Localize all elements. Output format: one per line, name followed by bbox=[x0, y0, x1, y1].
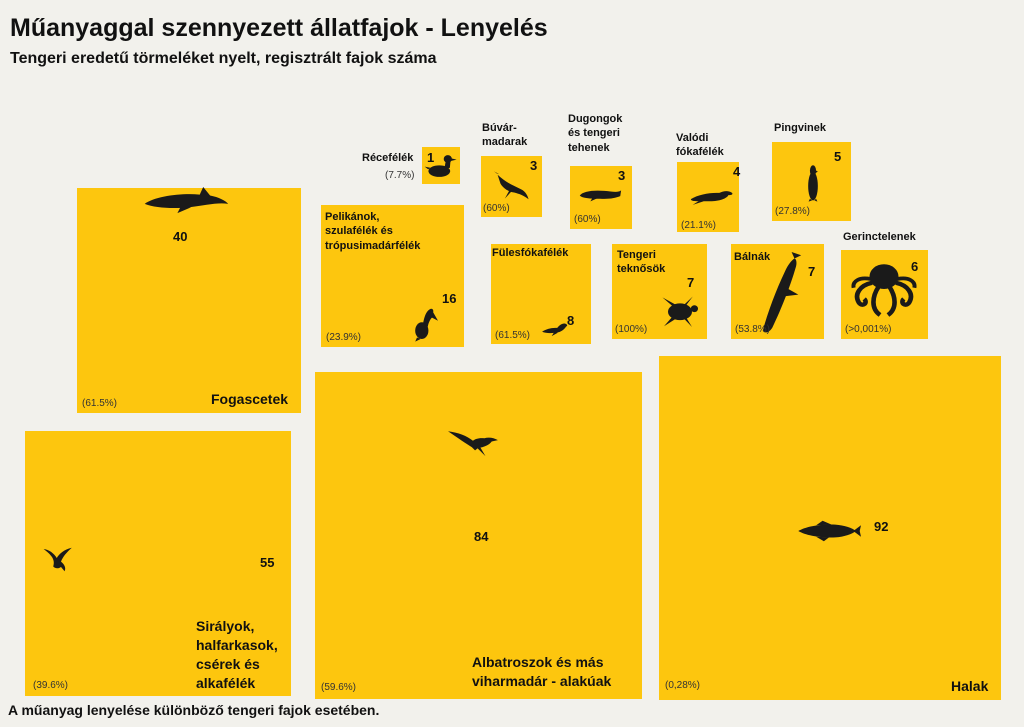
category-value: 40 bbox=[173, 229, 188, 244]
category-percent: (0,28%) bbox=[665, 680, 701, 691]
category-label: Búvár- madarak bbox=[482, 122, 528, 149]
category-value: 1 bbox=[427, 150, 435, 165]
whale-icon bbox=[758, 252, 806, 334]
albatross-icon bbox=[448, 428, 500, 460]
category-value: 7 bbox=[687, 275, 695, 290]
category-label: Halak bbox=[951, 678, 989, 694]
fish-icon bbox=[797, 515, 861, 547]
category-percent: (21.1%) bbox=[681, 220, 717, 231]
category-value: 3 bbox=[618, 168, 626, 183]
octopus-icon bbox=[851, 258, 917, 320]
category-percent: (27.8%) bbox=[775, 206, 811, 217]
category-percent: (60%) bbox=[483, 203, 510, 214]
category-label: Pingvinek bbox=[774, 122, 826, 134]
category-percent: (60%) bbox=[574, 214, 601, 225]
category-percent: (100%) bbox=[615, 324, 648, 335]
category-label: Récefélék bbox=[362, 152, 414, 164]
category-value: 55 bbox=[260, 555, 275, 570]
category-value: 92 bbox=[874, 519, 889, 534]
category-value: 16 bbox=[442, 291, 457, 306]
category-percent: (61.5%) bbox=[495, 330, 531, 341]
category-percent: (39.6%) bbox=[33, 680, 69, 691]
category-value: 5 bbox=[834, 149, 842, 164]
category-label: Dugongok és tengeri tehenek bbox=[568, 113, 623, 154]
category-label: Bálnák bbox=[734, 251, 771, 263]
penguin-icon bbox=[802, 162, 824, 202]
category-value: 7 bbox=[808, 264, 816, 279]
chart-subtitle: Tengeri eredetű törmeléket nyelt, regisztrált fajok száma bbox=[10, 50, 437, 67]
turtle-icon bbox=[660, 292, 700, 330]
category-percent: (61.5%) bbox=[82, 398, 118, 409]
sea-lion-icon bbox=[541, 314, 569, 338]
category-label: Pelikánok, szulafélék és trópusimadárfélék bbox=[325, 211, 421, 252]
category-value: 4 bbox=[733, 164, 741, 179]
category-label: Valódi fókafélék bbox=[676, 132, 724, 159]
category-value: 84 bbox=[474, 529, 489, 544]
gull-icon bbox=[43, 543, 73, 573]
category-label: Sirályok, halfarkasok, csérek és alkafélék bbox=[196, 618, 278, 691]
chart-caption: A műanyag lenyelése különböző tengeri fajok esetében. bbox=[8, 702, 380, 718]
category-value: 3 bbox=[530, 158, 538, 173]
category-value: 6 bbox=[911, 259, 919, 274]
category-percent: (7.7%) bbox=[385, 170, 415, 181]
category-label: Tengeri teknősök bbox=[617, 249, 666, 276]
dugong-icon bbox=[578, 180, 622, 206]
category-label: Fülesfókafélék bbox=[492, 247, 569, 259]
category-value: 8 bbox=[567, 313, 575, 328]
category-label: Gerinctelenek bbox=[843, 231, 916, 243]
seal-icon bbox=[689, 182, 735, 208]
category-percent: (>0,001%) bbox=[845, 324, 892, 335]
category-percent: (23.9%) bbox=[326, 332, 362, 343]
category-label: Fogascetek bbox=[211, 391, 289, 407]
dolphin-icon bbox=[143, 182, 229, 224]
category-label: Albatroszok és más viharmadár - alakúak bbox=[472, 654, 612, 689]
diving-bird-icon bbox=[494, 168, 530, 202]
chart-title: Műanyaggal szennyezett állatfajok - Lenyelés bbox=[10, 14, 548, 42]
category-percent: (59.6%) bbox=[321, 682, 357, 693]
pelican-icon bbox=[411, 304, 441, 342]
category-percent: (53.8%) bbox=[735, 324, 771, 335]
